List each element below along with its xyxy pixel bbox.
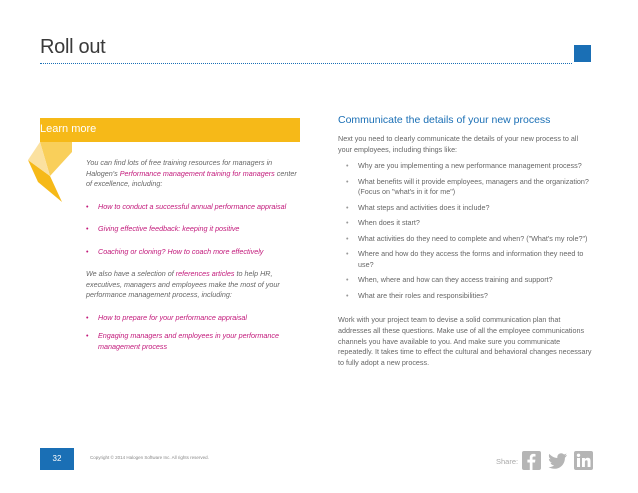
list-item: • Why are you implementing a new performance management process?	[338, 161, 594, 172]
communicate-intro: Next you need to clearly communicate the details of your new process to all your employees, including things like:	[338, 134, 579, 154]
title-rule	[40, 63, 572, 64]
training-list	[86, 202, 298, 258]
learn-more-body	[86, 158, 298, 360]
communicate-section	[338, 114, 594, 369]
learn-more-banner	[40, 118, 300, 142]
list-item: • When does it start?	[338, 218, 594, 229]
communicate-heading: Communicate the details of your new process	[338, 114, 551, 126]
question-list	[338, 161, 594, 301]
learn-more-label: Learn more	[40, 123, 97, 135]
intro-text: You can find lots of free training resources for managers in Halogen's	[86, 158, 273, 178]
refs-text-end: to help HR, executives, managers and employees make the most of your performance management process, including:	[86, 269, 280, 299]
linkedin-icon[interactable]	[574, 451, 593, 470]
facebook-icon[interactable]	[522, 451, 541, 470]
page-title: Roll out	[40, 36, 106, 58]
references-intro	[86, 269, 298, 301]
folded-ribbon-icon	[28, 142, 72, 202]
list-item: • What benefits will it provide employees, managers and the organization? (Focus on "what's in it for me")	[338, 177, 594, 198]
page-number: 32	[40, 448, 74, 470]
training-link[interactable]: • How to conduct a successful annual performance appraisal	[86, 202, 298, 213]
training-link[interactable]: • Coaching or cloning? How to coach more effectively	[86, 247, 298, 258]
title-accent-square	[574, 45, 591, 62]
training-link[interactable]: • Giving effective feedback: keeping it positive	[86, 224, 298, 235]
reference-link[interactable]: • How to prepare for your performance appraisal	[86, 313, 298, 324]
list-item: • Where and how do they access the forms and information they need to use?	[338, 249, 594, 270]
communicate-outro: Work with your project team to devise a solid communication plan that addresses all these questions. Make use of all the employee communications channels you have available to you. And make sure you communicate repeatedly. It takes time to effect the cultural and behavioral changes necessary to fully adopt a new process.	[338, 315, 592, 368]
list-item: • What activities do they need to complete and when? ("What's my role?")	[338, 234, 594, 245]
reference-list	[86, 313, 298, 353]
list-item: • When, where and how can they access training and support?	[338, 275, 594, 286]
learn-more-intro	[86, 158, 298, 190]
copyright-notice: Copyright © 2014 Halogen Software Inc. All rights reserved.	[90, 455, 209, 460]
twitter-icon[interactable]	[548, 451, 568, 470]
share-label: Share:	[496, 457, 519, 466]
list-item: • What are their roles and responsibilities?	[338, 291, 594, 302]
refs-text: We also have a selection of	[86, 269, 176, 278]
reference-link[interactable]: • Engaging managers and employees in your performance management process	[86, 331, 298, 352]
training-center-link[interactable]: Performance management training for managers	[119, 168, 275, 178]
references-link[interactable]: references articles	[175, 269, 235, 278]
intro-text-end: center of excellence, including:	[86, 168, 297, 188]
list-item: • What steps and activities does it include?	[338, 203, 594, 214]
